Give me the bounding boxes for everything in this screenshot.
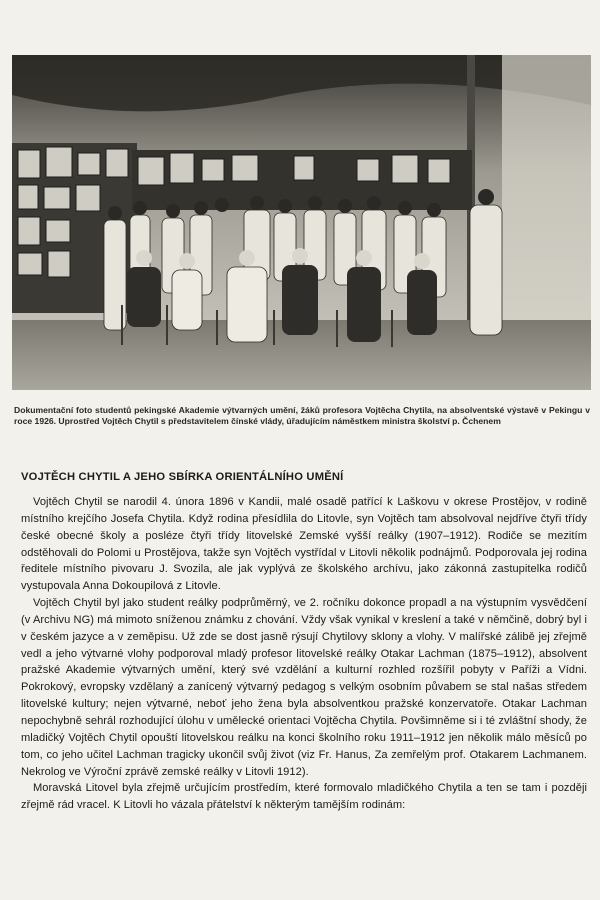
paragraph: Moravská Litovel byla zřejmě určujícím prostředím, které formovalo mladičkého Chytila a ten se tam i později zřejmě rád vracel. K Litovli ho vázala přátelství k některým tamějším rodinám: xyxy=(21,782,587,812)
article-body xyxy=(21,494,587,814)
photo-caption: Dokumentační foto studentů pekingské Akademie výtvarných umění, žáků profesora Vojtěcha Chytila, na absolventské výstavě v Pekingu v roce 1926. Uprostřed Vojtěch Chytil s představitelem čínské vlády, úřadujícím náměstkem ministra školství p. Čchenem xyxy=(14,405,590,426)
exhibition-photo xyxy=(12,55,591,390)
paragraph: Vojtěch Chytil byl jako student reálky podprůměrný, ve 2. ročníku dokonce propadl a na výstupním vysvědčení (v Archivu NG) má mimoto sníženou známku z chování. Vždy však vynikal v kreslení a také v němčině, dobrý byl i v českém jazyce a v zeměpisu. Už zde se dost jasně rýsují Chytilovy sklony a vlohy. V malířské zálibě jej zřejmě vedl a jeho výtvarné vlohy podporoval mladý profesor litovelské reálky Otakar Lachman (1875–1912), absolvent pražské Akademie výtvarných umění, který své vzdělání a kulturní rozhled rozšířil pobyty v Paříži a Vídni. Pokrokový, evropsky vzdělaný a zanícený výtvarný pedagog s velkým osobním půvabem se stal našas středem litovelské kultury; nejen výtvarné, neboť jeho žena byla absolventkou pražské konzervatoře. Otakar Lachman nepochybně sehrál rozhodující úlohu v umělecké orientaci Vojtěcha Chytila. Povšimněme si i té zvláštní shody, že mladičký Vojtěch Chytil opouští litovelskou reálku na konci školního roku 1911–1912 jen několik málo měsíců po tom, co jeho učitel Lachman tragicky ukončil svůj život (viz Fr. Hanus, Za zemřelým prof. Otakarem Lachmanem. Nekrolog ve Výroční zprávě zemské reálky v Litovli 1912). xyxy=(21,597,587,778)
section-heading: VOJTĚCH CHYTIL A JEHO SBÍRKA ORIENTÁLNÍHO UMĚNÍ xyxy=(21,471,344,483)
paragraph: Vojtěch Chytil se narodil 4. února 1896 v Kandii, malé osadě patřící k Laškovu v okrese Prostějov, v rodině místního krejčího Josefa Chytila. Když rodina přesídlila do Litovle, syn Vojtěch tam absolvoval nejdříve čtyři třídy české obecné školy a posléze čtyři třídy litovelské Zemské vyšší reálky (1907–1912). Rodiče se mezitím odstěhovali do Polomi u Prostějova, takže syn Vojtěch vystřídal v Litovli několik podnájmů. Podporovala jej rodina ředitele místního pivovaru J. Svozila, ale jak vyplývá ze školského archívu, jako zákonná zastupitelka rodičů vystupovala Anna Dokoupilová z Litovle. xyxy=(21,496,587,593)
group-photo-illustration xyxy=(12,55,591,390)
